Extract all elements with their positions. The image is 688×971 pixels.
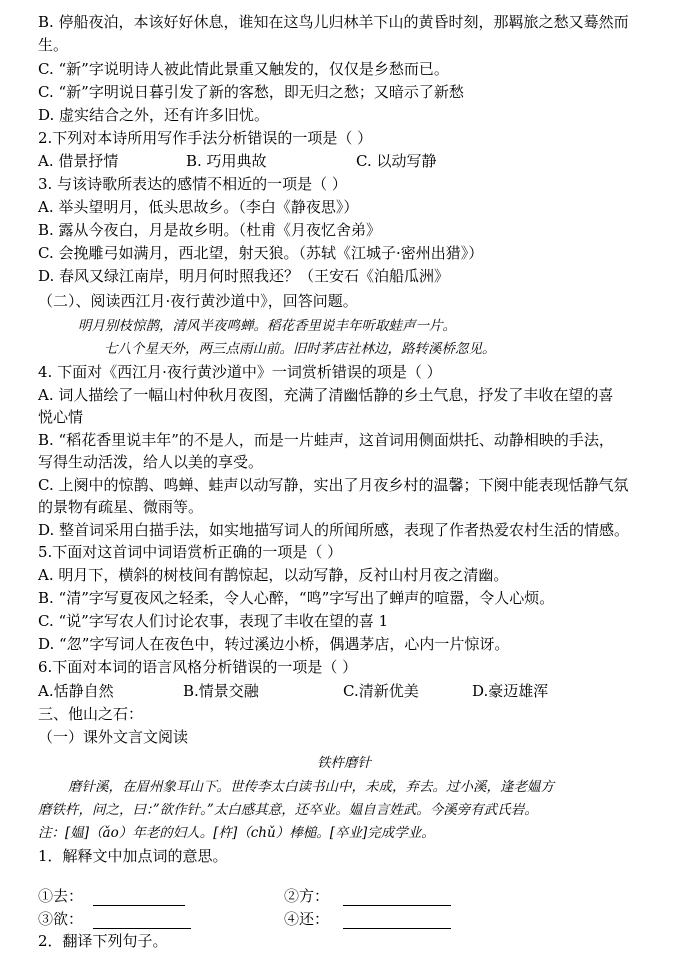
question-fill-prompt: 1．解释文中加点词的意思。 (38, 847, 228, 865)
q2-options (38, 151, 436, 171)
section-3-heading: 三、他山之石： (38, 705, 144, 723)
q1-option-c2: C. “新”字明说日暮引发了新的客愁，即无归之愁；又暗示了新愁 (38, 83, 464, 101)
question-2: 2.下列对本诗所用写作手法分析错误的一项是（ ） (38, 129, 373, 147)
fill-blank-1[interactable] (93, 891, 185, 906)
q6-option-a: A.恬静自然 (38, 682, 114, 700)
q6-option-c: C.清新优美 (343, 682, 419, 700)
fill-label-3: ③欲： (38, 910, 84, 928)
q2-option-a: A. 借景抒情 (38, 152, 119, 170)
q4-option-d: D. 整首词采用白描手法，如实地描写词人的所闻所感，表现了作者热爱农村生活的情感。 (38, 521, 630, 539)
fill-label-1: ①去： (38, 887, 84, 905)
question-6: 6.下面对本词的语言风格分析错误的一项是（ ） (38, 658, 358, 676)
q3-option-b: B. 露从今夜白，月是故乡明。（杜甫《月夜忆舍弟》 (38, 221, 382, 239)
q1-option-c: C. “新”字说明诗人被此情此景重又触发的，仅仅是乡愁而已。 (38, 60, 449, 78)
q5-option-b: B. “清”字写夏夜风之轻柔，令人心醉，“鸣”字写出了蝉声的喧嚣，令人心烦。 (38, 589, 555, 607)
question-4: 4. 下面对《西江月·夜行黄沙道中》一词赏析错误的项是（ ） (38, 363, 442, 381)
q4-option-a-line1: A. 词人描绘了一幅山村仲秋月夜图，充满了清幽恬静的乡土气息，抒发了丰收在望的喜 (38, 386, 614, 404)
q4-option-c-line2: 的景物有疏星、微雨等。 (38, 498, 204, 516)
q4-option-b-line2: 写得生动活泼，给人以美的享受。 (38, 453, 264, 471)
q5-option-d: D. “忽”字写词人在夜色中，转过溪边小桥，偶遇茅店，心内一片惊讶。 (38, 635, 510, 653)
fill-item-4 (284, 909, 451, 929)
q3-option-d: D. 春风又绿江南岸，明月何时照我还？（王安石《泊船瓜洲》 (38, 267, 450, 285)
passage-line-2: 磨铁杵，问之，曰：”欲作针。”太白感其意，还卒业。媪自言姓武。今溪旁有武氏岩。 (38, 802, 538, 818)
q4-option-b-line1: B. “稻花香里说丰年”的不是人，而是一片蛙声，这首词用侧面烘托、动静相映的手法， (38, 431, 614, 449)
fill-blank-4[interactable] (343, 914, 451, 929)
fill-item-1 (38, 886, 284, 906)
fill-label-4: ④还： (284, 910, 330, 928)
q5-option-a: A. 明月下，横斜的树枝间有鹊惊起，以动写静，反衬山村月夜之清幽。 (38, 566, 509, 584)
q1-option-d: D. 虚实结合之外，还有许多旧忧。 (38, 106, 270, 124)
passage-line-1: 磨针溪，在眉州象耳山下。世传李太白读书山中，未成，弃去。过小溪，逢老媪方 (68, 779, 554, 795)
fill-label-2: ②方： (284, 887, 330, 905)
fill-blank-3[interactable] (93, 914, 191, 929)
fill-row-1 (38, 886, 451, 906)
passage-title: 铁杵磨针 (317, 755, 371, 771)
fill-item-2 (284, 886, 451, 906)
q5-option-c: C. “说”字写农人们讨论农事，表现了丰收在望的喜 1 (38, 612, 389, 630)
q4-option-c-line1: C. 上阕中的惊鹊、鸣蝉、蛙声以动写静，实出了月夜乡村的温馨；下阕中能表现恬静气氛 (38, 476, 629, 494)
fill-item-3 (38, 909, 284, 929)
q2-option-c: C. 以动写静 (356, 152, 437, 170)
q3-option-c: C. 会挽雕弓如满月，西北望，射天狼。（苏轼《江城子·密州出猎》） (38, 244, 484, 262)
q1-option-b-line1: B. 停船夜泊，本该好好休息，谁知在这鸟儿归林羊下山的黄昏时刻，那羁旅之愁又蓦然而 (38, 13, 629, 31)
fill-row-2 (38, 909, 451, 929)
q6-option-d: D.豪迈雄浑 (472, 682, 549, 700)
q3-option-a: A. 举头望明月，低头思故乡。（李白《静夜思》） (38, 198, 359, 216)
q4-option-a-line2: 悦心情 (38, 408, 84, 426)
q1-option-b-line2: 生。 (38, 36, 69, 54)
poem-line-2: 七八个星天外，两三点雨山前。旧时茅店社林边，路转溪桥忽见。 (104, 341, 496, 357)
q2-option-b: B. 巧用典故 (186, 152, 267, 170)
question-5: 5.下面对这首词中词语赏析正确的一项是（ ） (38, 543, 343, 561)
section-2-heading: （二）、阅读西江月·夜行黄沙道中》，回答问题。 (38, 292, 358, 310)
q6-option-b: B.情景交融 (183, 682, 259, 700)
section-3-1-heading: （一）课外文言文阅读 (38, 728, 189, 746)
question-3: 3. 与该诗歌所表达的感情不相近的一项是（ ） (38, 175, 347, 193)
question-translate: 2．翻译下列句子。 (38, 932, 168, 950)
fill-blank-2[interactable] (343, 891, 451, 906)
poem-line-1: 明月别枝惊鹊，清风半夜鸣蝉。稻花香里说丰年听取蛙声一片。 (78, 318, 456, 334)
q6-options (38, 681, 548, 701)
passage-note: 注：[媪]（ǎo）年老的妇人。[杵]（chǔ）棒槌。[卒业]完成学业。 (38, 825, 435, 841)
